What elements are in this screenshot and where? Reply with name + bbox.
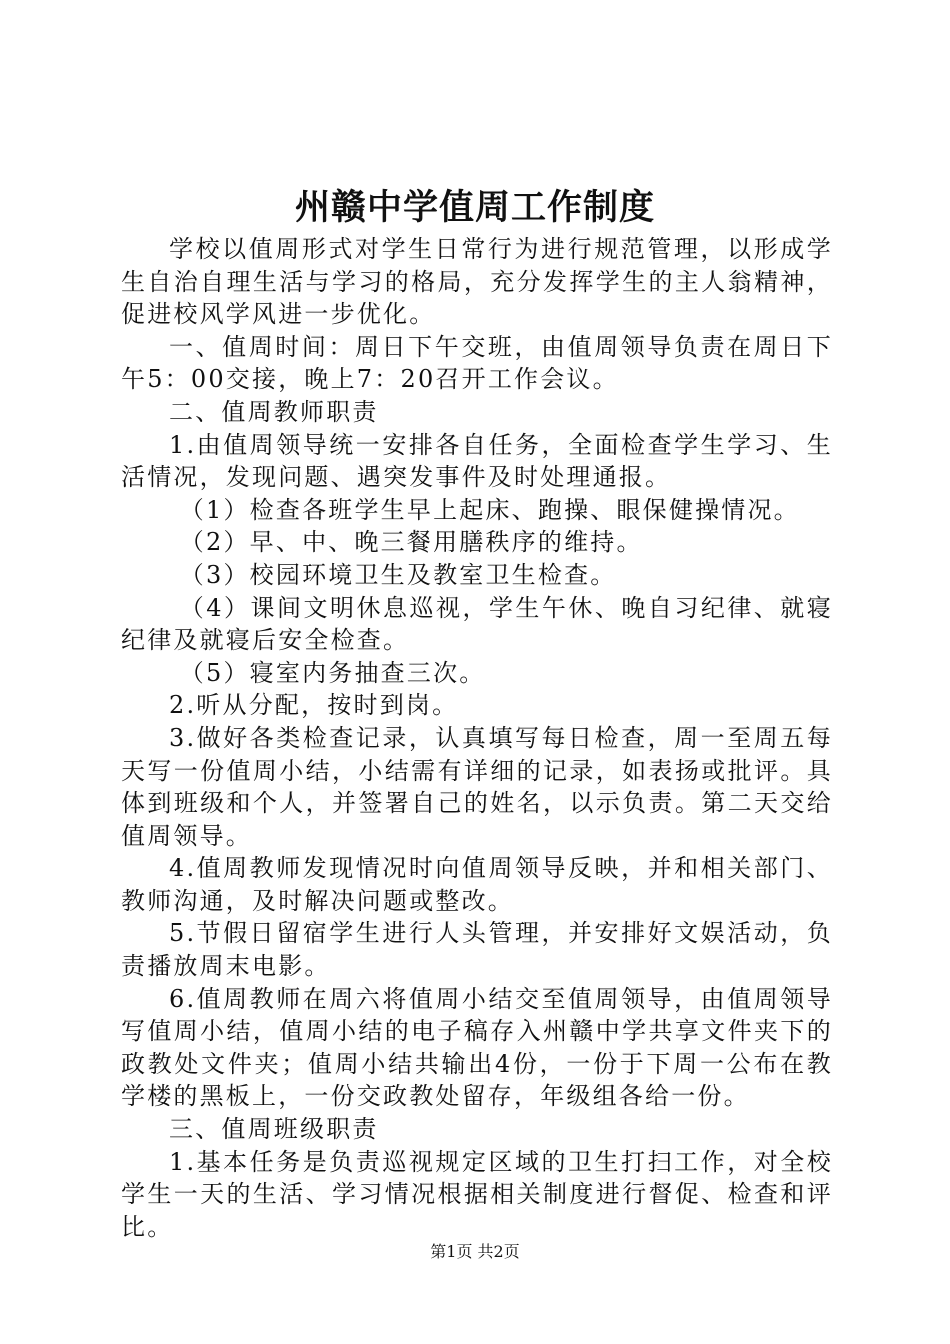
- paragraph-class-duty-1: 1.基本任务是负责巡视规定区域的卫生打扫工作，对全校学生一天的生活、学习情况根据相关制度进行督促、检查和评比。: [121, 1147, 833, 1241]
- paragraph-section-1-duty-time: 一、值周时间：周日下午交班，由值周领导负责在周日下午5：00交接，晚上7：20召开工作会议。: [121, 332, 833, 394]
- list-item-check-4: （4）课间文明休息巡视，学生午休、晚自习纪律、就寝纪律及就寝后安全检查。: [121, 593, 833, 655]
- paragraph-teacher-duty-4: 4.值周教师发现情况时向值周领导反映，并和相关部门、教师沟通，及时解决问题或整改。: [121, 854, 833, 915]
- paragraph-teacher-duty-3: 3.做好各类检查记录，认真填写每日检查，周一至周五每天写一份值周小结，小结需有详细的记录，如表扬或批评。具体到班级和个人，并签署自己的姓名，以示负责。第二天交给值周领导。: [121, 723, 833, 850]
- list-item-check-1: （1）检查各班学生早上起床、跑操、眼保健操情况。: [179, 495, 800, 524]
- section-heading-class-duties: 三、值周班级职责: [169, 1115, 379, 1144]
- paragraph-intro: 学校以值周形式对学生日常行为进行规范管理，以形成学生自治自理生活与学习的格局，充分发挥学生的主人翁精神，促进校风学风进一步优化。: [121, 235, 833, 329]
- document-body: [121, 233, 833, 1243]
- paragraph-teacher-duty-2: 2.听从分配，按时到岗。: [169, 691, 459, 720]
- list-item-check-5: （5）寝室内务抽查三次。: [179, 658, 486, 687]
- document-title: 州赣中学值周工作制度: [294, 188, 655, 228]
- paragraph-teacher-duty-5: 5.节假日留宿学生进行人头管理，并安排好文娱活动，负责播放周末电影。: [121, 919, 833, 981]
- list-item-check-2: （2）早、中、晚三餐用膳秩序的维持。: [179, 528, 643, 557]
- paragraph-teacher-duty-1: 1.由值周领导统一安排各自任务，全面检查学生学习、生活情况，发现问题、遇突发事件及时处理通报。: [121, 430, 833, 492]
- section-heading-teacher-duties: 二、值周教师职责: [169, 397, 379, 426]
- list-item-check-3: （3）校园环境卫生及教室卫生检查。: [179, 560, 617, 589]
- paragraph-teacher-duty-6: 6.值周教师在周六将值周小结交至值周领导，由值周领导写值周小结，值周小结的电子稿存入州赣中学共享文件夹下的政教处文件夹；值周小结共输出4份，一份于下周一公布在教学楼的黑板上，一份交政教处留存，年级组各给一份。: [121, 984, 833, 1111]
- page-number-footer: 第1页 共2页: [430, 1242, 520, 1261]
